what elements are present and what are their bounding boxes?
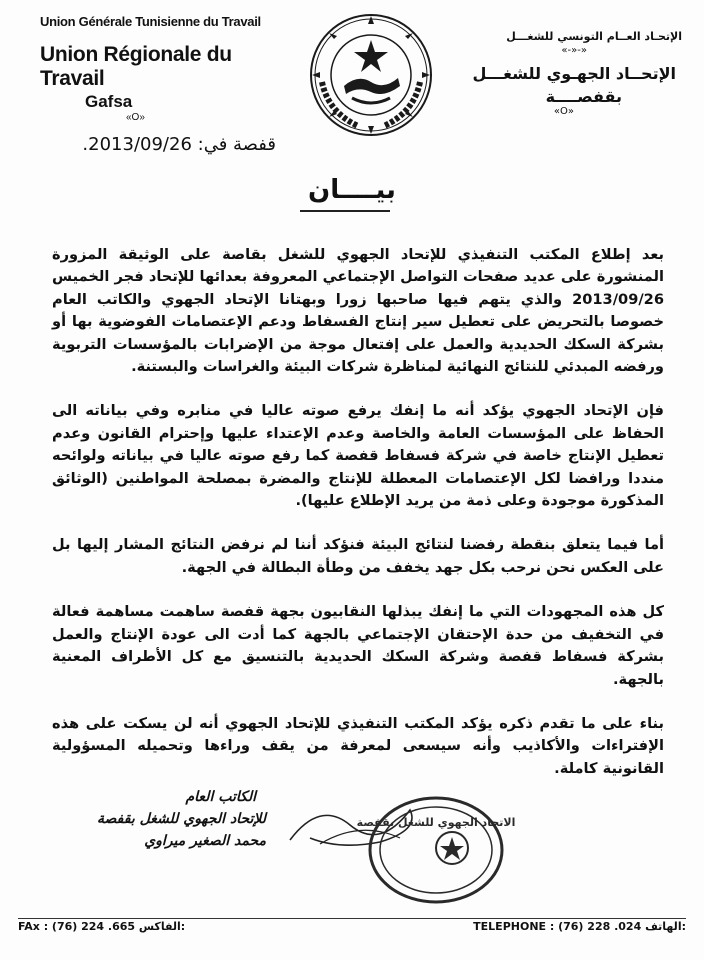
signature-block	[66, 786, 266, 852]
header-ar-ornament-top: «-«-»	[561, 45, 587, 56]
header-ar-regional: الإتحــاد الجهـوي للشغـــل	[472, 64, 676, 83]
paragraph-1: بعد إطلاع المكتب التنفيذي للإتحاد الجهوي للشغل بقاصة على الوثيقة المزورة المنشورة على عديد صفحات التواصل الإجتماعي المعروفة بعدائها للإتحاد فجر الخميس 2013/09/26 والذي يتهم فيها صاحبها زورا وبهتانا الإتحاد الجهوي والكاتب العام خصوصا بالتحريض على تعطيل سير إنتاج الفسفاط ودعم الإعتصامات الفوضوية بها أو بشركة السكك الحديدية والعمل على إفتعال موجة من الإضرابات بالمؤسسات التربوية ورفضه المبدئي للنتائج النهائية لمناظرة شركات البيئة والغراسات والبستنة.	[52, 246, 664, 376]
stamp-text: الاتحاد الجهوي للشغل بقفصة	[356, 816, 516, 829]
header-fr-city: Gafsa	[85, 92, 133, 111]
paragraph-4: كل هذه المجهودات التي ما إنفك يبذلها النقابيون بجهة قفصة ساهمت مساهمة فعالة في التخفيف من حدة الإحتقان الإجتماعي بالجهة كما أدت الى عودة الإنتاج والعمل بشركة فسفاط قفصة وشركة السكك الحديدية بالتنسيق مع كل الأطراف المعنية بالجهة.	[52, 603, 664, 688]
ugtt-emblem-icon	[308, 12, 434, 138]
header-fr-regional: Union Régionale du Travail	[40, 43, 232, 90]
footer-phone: TELEPHONE : (76) 228 .024 الهاتف:	[473, 920, 686, 933]
document-body	[52, 244, 664, 802]
paragraph-2: فإن الإتحاد الجهوي يؤكد أنه ما إنفك يرفع صوته عاليا في منابره وفي بياناته الى الحفاظ على المؤسسات العامة والخاصة وعدم الإعتداء عليها وإحترام القانون وعدم تعطيل الإنتاج خاصة في شركة فسفاط قفصة كما رفع صوته عاليا في بياناته ولوائحه منددا ورافضا لكل الإعتصامات المعطلة للإنتاج والمضرة بمصلحة المواطنين (الوثائق المذكورة موجودة وعلى ذمة من يريد الإطلاع عليها).	[52, 402, 664, 510]
document-date: قفصة في: 2013/09/26.	[82, 134, 276, 155]
header-ar-org: الإتحـاد العــام التونسي للشغـــل	[506, 30, 682, 43]
header-fr-ornament: «O»	[126, 112, 145, 123]
signature-org: للإتحاد الجهوي للشغل بقفصة	[97, 811, 266, 827]
paragraph-3: أما فيما يتعلق بنقطة رفضنا لنتائج البيئة فنؤكد أننا لم نرفض النتائج المشار إليها بل على العكس نحن نرحب بكل جهد يخفف من وطأة البطالة في الجهة.	[52, 536, 664, 576]
footer-fax: FAx : (76) 224 .665 الفاكس:	[18, 920, 186, 933]
signature-name: محمد الصغير ميراوي	[144, 833, 266, 849]
official-stamp-icon	[356, 790, 516, 910]
header-fr-org: Union Générale Tunisienne du Travail	[40, 14, 261, 29]
signature-role: الكاتب العام	[185, 789, 256, 805]
footer-divider	[18, 918, 686, 919]
header-ar-ornament-bottom: «O»	[553, 106, 574, 117]
header-arabic	[442, 30, 682, 117]
paragraph-5: بناء على ما تقدم ذكره يؤكد المكتب التنفيذي للإتحاد الجهوي أنه لن يسكت على هذه الإفتراءات والأكاذيب وأنه سيسعى لمعرفة من يقف وراءها وتحميله المسؤولية القانونية كاملة.	[52, 714, 664, 777]
header-ar-city: بقفصــــة	[545, 87, 622, 106]
header-french	[40, 14, 280, 123]
document-title: بيــــان	[308, 175, 396, 205]
title-underline	[300, 210, 390, 212]
